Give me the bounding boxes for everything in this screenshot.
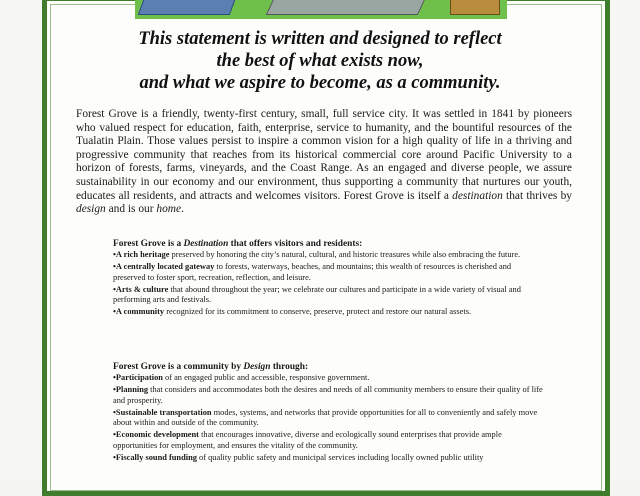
item-title: •A rich heritage bbox=[113, 250, 170, 259]
banner-card-brown bbox=[450, 0, 500, 15]
item-title: •Participation bbox=[113, 373, 163, 382]
intro-destination: destination bbox=[452, 189, 503, 202]
destination-heading-em: Destination bbox=[183, 239, 229, 249]
design-heading bbox=[113, 362, 543, 373]
list-item bbox=[113, 373, 543, 383]
banner-card-gray bbox=[266, 0, 426, 15]
banner-card-blue bbox=[138, 0, 237, 15]
list-item bbox=[113, 307, 543, 317]
header-banner-image bbox=[135, 0, 507, 19]
design-section bbox=[113, 362, 543, 465]
intro-design: design bbox=[76, 203, 106, 216]
item-text: that encourages innovative, diverse and ecologically sound enterprises that provide ample opportunities for employment, and ensures the vitality of the community. bbox=[113, 430, 502, 450]
list-item bbox=[113, 453, 543, 463]
item-title: •Planning bbox=[113, 385, 149, 395]
intro-paragraph bbox=[76, 108, 572, 217]
item-text: modes, systems, and networks that provide opportunities for all to conveniently and safely move about within and outside of the community. bbox=[113, 407, 538, 428]
item-text: to forests, waterways, beaches, and mountains; this wealth of resources is cherished and preserved to foster sport, recreation, reflection, and leisure. bbox=[113, 262, 512, 282]
statement-line-2: the best of what exists now, bbox=[216, 51, 424, 71]
destination-heading-post: that offers visitors and residents: bbox=[228, 239, 363, 249]
item-text: that abound throughout the year; we celebrate our cultures and participate in a wide variety of visual and performing arts and festivals. bbox=[113, 284, 521, 305]
list-item bbox=[113, 430, 543, 451]
item-text: recognized for its commitment to conserve, preserve, protect and restore our natural assets. bbox=[164, 307, 472, 317]
item-text: of an engaged public and accessible, responsive government. bbox=[162, 373, 370, 382]
destination-heading-pre: Forest Grove is a bbox=[113, 239, 184, 249]
statement-heading bbox=[60, 28, 580, 94]
destination-section bbox=[113, 239, 543, 320]
item-text: that considers and accommodates both the desires and needs of all community members to ensure their quality of life and prosperity. bbox=[113, 385, 543, 405]
item-title: •A centrally located gateway bbox=[113, 262, 215, 272]
statement-line-3: and what we aspire to become, as a community. bbox=[139, 73, 501, 93]
item-title: •Arts & culture bbox=[113, 284, 169, 294]
intro-text-4: . bbox=[181, 203, 184, 216]
intro-text-2: that thrives by bbox=[502, 189, 572, 202]
item-title: •Sustainable transportation bbox=[113, 407, 212, 417]
intro-text-3: and is our bbox=[105, 203, 157, 216]
statement-line-1: This statement is written and designed to reflect bbox=[138, 29, 502, 49]
list-item bbox=[113, 285, 543, 306]
item-title: •A community bbox=[113, 307, 165, 317]
design-heading-em: Design bbox=[243, 362, 271, 372]
design-heading-pre: Forest Grove is a community by bbox=[113, 362, 244, 372]
intro-text-1: Forest Grove is a friendly, twenty-first century, small, full service city. It was settled in 1841 by pioneers who valued respect for education, faith, enterprise, service to humanity, and the bountiful resources of the Tualatin Plain. Those values persist to inspire a common vision for a high quality of life in a thriving and progressive community that reaches from its historical commercial core around Pacific University to a horizon of forests, farms, vineyards, and the Coast Range. As an engaged and diverse people, we assure sustainability in our economy and our environment, thus supporting a community that nurtures our youth, educates all residents, and attracts and welcomes visitors. Forest Grove is itself a bbox=[76, 108, 572, 202]
intro-home: home bbox=[156, 203, 182, 216]
design-heading-post: through: bbox=[270, 362, 309, 372]
destination-heading bbox=[113, 239, 543, 250]
item-text: preserved by honoring the city’s natural, cultural, and historic treasures while also embracing the future. bbox=[169, 250, 521, 259]
list-item bbox=[113, 385, 543, 406]
list-item bbox=[113, 262, 543, 283]
list-item bbox=[113, 250, 543, 260]
item-text: of quality public safety and municipal services including locally owned public utility bbox=[196, 453, 484, 463]
item-title: •Fiscally sound funding bbox=[113, 453, 197, 463]
list-item bbox=[113, 408, 543, 429]
item-title: •Economic development bbox=[113, 430, 199, 440]
